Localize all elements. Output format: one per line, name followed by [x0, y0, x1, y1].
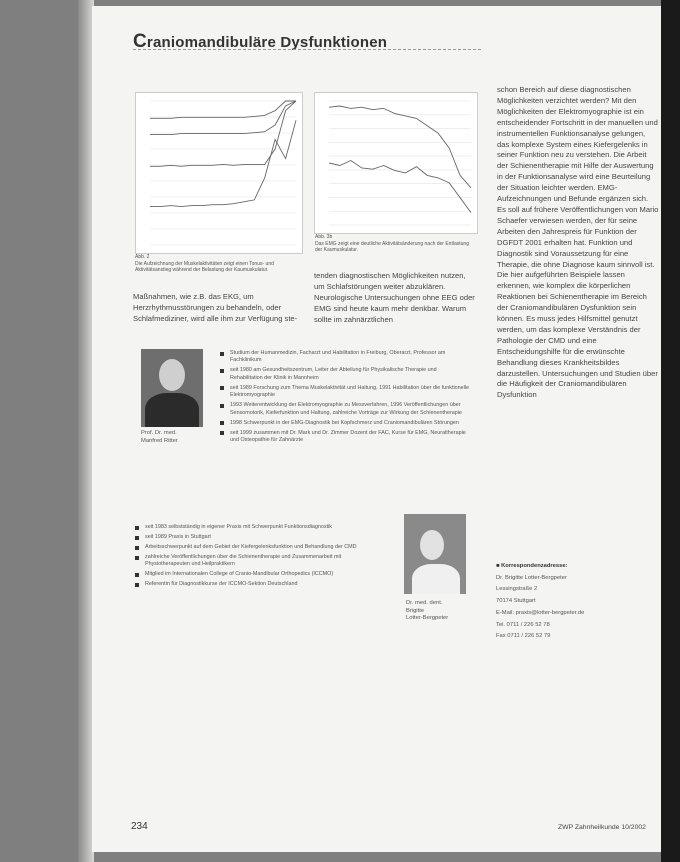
author-photo-1	[141, 349, 203, 427]
emg-trace	[329, 161, 471, 213]
body-column-left: Maßnahmen, wie z.B. das EKG, um Herzrhythmusstörungen zu behandeln, oder Schlafmediziner, wird alle ihm zur Verfügung ste-	[133, 292, 298, 323]
bio-item: seit 1999 zusammen mit Dr. Mark und Dr. Zimmer Dozent der FAC, Kurse für EMG, Neuraltherapie und Osteopathie für Zahnärzte	[220, 430, 470, 445]
journal-name: ZWP Zahnheilkunde 10/2002	[558, 824, 646, 831]
scan-edge	[661, 0, 680, 862]
bio-item: seit 1989 Forschung zum Thema Muskelaktivität und Haltung, 1991 Habilitation über die funktionelle Elektromyographie	[220, 385, 470, 400]
bio-item: 1998 Schwerpunkt in der EMG-Diagnostik bei Kopfschmerz und Craniomandibulären Störungen	[220, 420, 470, 427]
author-bio-1	[220, 350, 470, 447]
correspondence-address: ■ Korrespondenzadresse: Dr. Brigitte Lotter-Bergpeter Lessingstraße 2 70174 Stuttgart E-Mail: praxis@lotter-bergpeter.de Tel. 0711 / 226 52 78 Fax 0711 / 226 52 79	[496, 561, 646, 643]
portrait-face	[420, 530, 444, 560]
figure-caption-1: Abb. 2 Die Aufzeichnung der Muskelaktivitäten zeigt einen Tonus- und Aktivitätsanstieg während der Belastung der Kaumuskulatur.	[135, 254, 274, 273]
emg-chart-1	[135, 92, 303, 254]
bio-item: Mitglied im Internationalen College of Cranio-Mandibular Orthopedics (ICCMO)	[135, 571, 387, 578]
bio-item: zahlreiche Veröffentlichungen über die Schienentherapie und Zusammenarbeit mit Physiotherapeuten und Heilpraktikern	[135, 554, 387, 569]
bio-item: Arbeitsschwerpunkt auf dem Gebiet der Kiefergelenksfunktion und Behandlung der CMD	[135, 544, 387, 551]
figure-caption-2: Abb. 3b Das EMG zeigt eine deutliche Aktivitätsänderung nach der Entlastung der Kaumuskulatur.	[315, 234, 469, 253]
portrait-face	[159, 359, 185, 391]
page-number: 234	[131, 821, 148, 832]
author-photo-2	[404, 514, 466, 594]
bio-item: seit 1989 Praxis in Stuttgart	[135, 534, 387, 541]
page-title: Craniomandibuläre Dysfunktionen	[133, 31, 388, 52]
bio-item: seit 1980 am Gesundheitszentrum, Leiter der Abteilung für Physikalische Therapie und Rehabilitation der Klinik in Mannheim	[220, 367, 470, 382]
emg-trace	[329, 106, 471, 188]
emg-chart-2	[314, 92, 478, 234]
portrait-suit	[145, 393, 199, 427]
bio-item: Referentin für Diagnostikkurse der ICCMO-Sektion Deutschland	[135, 581, 387, 588]
body-column-middle: tenden diagnostischen Möglichkeiten nutzen, um Schlafstörungen weiter abzuklären. Neurologische Untersuchungen ohne EEG oder EMG sind heute kaum mehr denkbar. Warum sollte im zahnärztlichen	[314, 271, 475, 324]
bio-item: Studium der Humanmedizin, Facharzt und Habilitation in Freiburg, Oberarzt, Professor am Fachklinikum	[220, 350, 470, 365]
title-rule	[133, 49, 481, 50]
emg-trace	[150, 101, 296, 118]
author-name-2: Dr. med. dent. Brigitte Lotter-Bergpeter	[406, 600, 449, 621]
bio-item: 1993 Weiterentwicklung der Elektromyographie zu Messverfahren, 1996 Veröffentlichungen über Sensomotorik, Kieferfunktion und Haltung, zahlreiche Vorträge zur Wirkung der Schienentherapie	[220, 402, 470, 417]
author-name-1: Prof. Dr. med. Manfred Ritter	[141, 430, 178, 444]
author-bio-2	[135, 524, 387, 591]
portrait-top	[412, 564, 460, 594]
body-column-right: schon Bereich auf diese diagnostischen Möglichkeiten verzichtet werden? Mit den Möglichkeiten der Elektromyographie ist ein entscheidender Fortschritt in der manuellen und instrumentellen Funktionsanalyse gelungen, das komplexe System eines Kiefergelenks in seiner Funktion neu zu verstehen. Die Arbeit der Schienentherapie mit Hilfe der Auswertung in der Funktionsanalyse wird eine Beurteilung der Situation leichter werden. EMG-Aufzeichnungen und Befunde ergänzen sich. Es soll auf frühere Veröffentlichungen von Mario Schaefer verwiesen werden, der für seine Arbeiten den Jahrespreis für Funktion der DGFDT 2001 erhalten hat. Funktion und Diagnostik sind Voraussetzung für eine Therapie, die ohne Diagnose kaum sinnvoll ist. Die hier aufgeführten Beispiele lassen erkennen, wie komplex die körperlichen Reaktionen bei Schienentherapie im Bereich der Craniomandibulären Dysfunktion sein können. Es muss jedes Hilfsmittel genutzt werden, um das komplexe Verständnis der Pathologie der CMD und eine Entscheidungshilfe für die erwünschte Behandlung dieses Krankheitsbildes darzustellen. Untersuchungen und Studien über die Häufigkeit der Craniomandibulären Dysfunktion	[497, 85, 659, 400]
bio-item: seit 1983 selbstständig in eigener Praxis mit Schwerpunkt Funktionsdiagnostik	[135, 524, 387, 531]
